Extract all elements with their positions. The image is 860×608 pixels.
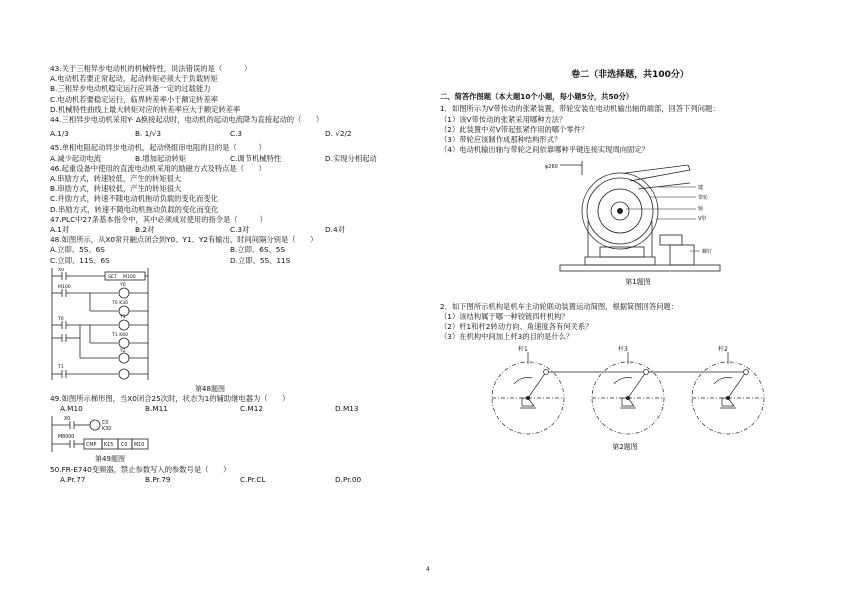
q49-label-m8000: M8000: [58, 435, 75, 441]
q44-options: [50, 129, 420, 139]
q46-option-d: D.串励方式，转速不随电动机拖动负载的变化而变化: [50, 204, 219, 214]
q49-option-c: C.M12: [240, 404, 263, 414]
q50-option-b: B.Pr.79: [145, 474, 171, 484]
q49-label-c0-operand: C0: [121, 443, 128, 449]
q44-option-b: B. 1/√3: [135, 129, 162, 139]
q2-item-2: （2）杆1和杆2转动方向、角速度各有何关系？: [440, 322, 593, 332]
q1-label-vbelt: V带: [698, 216, 707, 223]
q1-item-2: （2）此装置中对V带起张紧作用的哪个零件？: [440, 124, 589, 134]
q49-option-d: D.M13: [335, 404, 359, 414]
q48-ladder-diagram: [50, 266, 420, 384]
q50-options: [50, 475, 420, 485]
q48-option-b: B.立即、6S、5S: [230, 245, 286, 255]
q49-caption: 第49题图: [95, 455, 125, 464]
q48-stem: 48.如图所示，从X0常开触点闭合到Y0、Y1、Y2有输出，时间间隔分别是（ ）: [50, 235, 318, 245]
q45-stem: 45.单相电阻起动异步电动机，起动绕组串电阻的目的是（ ）: [50, 143, 266, 153]
q49-label-k15: K15: [104, 443, 114, 449]
paper-two-title: 卷二（非选择题，共100分）: [571, 70, 689, 80]
q49-label-x0: X0: [64, 417, 71, 423]
q1-item-3: （3）带轮应该制作成那种结构形式？: [440, 135, 562, 145]
q49-ladder-svg: [50, 416, 180, 456]
q1-stem: 1．如图所示为V带传动的张紧装置，带轮安装在电动机输出轴的端部，回答下列问题：: [440, 104, 720, 114]
q47-stem: 47.PLC中27条基本指令中，其中必须成对使用的指令是（ ）: [50, 214, 267, 224]
q47-option-b: B.2对: [135, 225, 155, 235]
q46-option-b: B.串励方式，转速较低，产生的转矩很大: [50, 184, 182, 194]
q43-option-a: A.电动机若要正常起动，起动转矩必须大于负载转矩: [50, 74, 218, 84]
q44-option-c: C.3: [230, 129, 243, 139]
q1-belt-svg: [540, 161, 740, 283]
q43-option-b: B.三相异步电动机稳定运行应具备一定的过载能力: [50, 84, 211, 94]
q2-label-link3: 杆3: [618, 346, 628, 354]
section-heading: 二、简答作图题（本大题10个小题，每小题5分，共50分）: [440, 92, 634, 102]
q45-option-c: C.调节机械特性: [230, 153, 282, 163]
q1-label-key: 键: [698, 185, 704, 192]
q1-label-pulley: 带轮: [698, 195, 709, 202]
q48-options-row1: [50, 245, 420, 255]
q48-option-a: A.立即、5S、6S: [50, 245, 105, 255]
page-number: 4: [426, 566, 430, 573]
q49-label-m10: M10: [134, 443, 145, 449]
q48-label-y0: Y0: [120, 282, 126, 288]
q48-option-c: C.立即、11S、6S: [50, 255, 110, 265]
q47-option-a: A.1对: [50, 225, 70, 235]
q2-item-1: （1）该结构属于哪一种铰链四杆机构？: [440, 311, 569, 321]
q46-option-a: A.串励方式，转速较低，产生的转矩很大: [50, 174, 182, 184]
q49-label-c0: C0: [102, 421, 109, 427]
q48-label-m100: M100: [58, 284, 71, 290]
q48-option-d: D.立即、5S、11S: [230, 255, 291, 265]
q2-label-link1: 杆1: [518, 346, 528, 354]
q48-ladder-svg: [50, 268, 200, 386]
q49-option-a: A.M10: [60, 404, 83, 414]
q45-option-d: D.实现分相起动: [325, 153, 377, 163]
q45-option-a: A.减少起动电流: [50, 153, 101, 163]
q48-label-y2: Y2: [120, 348, 126, 354]
q48-label-m100-coil: M100: [123, 274, 136, 280]
q2-linkage-svg: [488, 344, 768, 444]
q48-label-t0k30: T0 K30: [112, 300, 129, 306]
q46-stem: 46.起重设备中使用的直流电动机采用的励磁方式及特点是（ ）: [50, 163, 266, 173]
q45-options: [50, 154, 420, 164]
q49-ladder-diagram: [50, 414, 420, 454]
q43-stem: 43.关于三相异步电动机的机械特性，说法错误的是（ ）: [50, 64, 252, 73]
q2-item-3: （3）在机构中间加上杆3的目的是什么？: [440, 332, 574, 342]
q44-option-a: A.1/3: [50, 129, 69, 139]
q1-label-diameter: φ260: [545, 164, 558, 171]
q50-stem: 50.FR-E740变频器，禁止参数写入的参数号是（ ）: [50, 464, 231, 474]
q48-label-t1: T1: [58, 364, 64, 370]
q49-stem: 49.如图所示梯形图，当X0闭合25次时，状态为1的辅助继电器为（ ）: [50, 394, 290, 404]
q50-option-d: D.Pr.00: [335, 474, 362, 484]
q49-options: [50, 404, 420, 414]
q2-linkage-figure: [440, 342, 820, 442]
q2-label-link2: 杆2: [718, 346, 728, 354]
q49-label-k30: K30: [102, 427, 112, 433]
left-column: [50, 64, 420, 485]
q48-options-row2: [50, 256, 420, 266]
q48-label-t0: T0: [58, 316, 64, 322]
q47-options: [50, 225, 420, 235]
q44-stem: 44.三相异步电动机采用Y- Δ换接起动时，电动机的起动电流降为直接起动的（ ）: [50, 115, 324, 125]
q1-label-screw: 螺钉: [702, 249, 713, 256]
q48-caption: 第48题图: [195, 384, 225, 393]
q47-option-d: D.4对: [325, 225, 345, 235]
q46-option-c: C.并励方式，转速不随电动机拖动负载的变化而变化: [50, 194, 218, 204]
right-column: [440, 64, 820, 453]
q44-option-d: D. √2/2: [325, 129, 352, 139]
q50-option-c: C.Pr.CL: [240, 474, 266, 484]
q1-item-4: （4）电动机输出轴与带轮之间依靠哪种平键连接实现周向固定？: [440, 145, 649, 155]
q1-belt-figure: [440, 155, 820, 277]
q48-label-x0: X0: [58, 267, 65, 273]
q2-stem: 2．如下图所示机构是机车主动轮联动装置运动简图，根据简图回答问题：: [440, 301, 679, 311]
q45-option-b: B.增加起动转矩: [135, 153, 187, 163]
q1-caption: 第1题图: [625, 278, 651, 287]
q43-option-d: D.机械特性曲线上最大转矩对应的转差率应大于额定转差率: [50, 104, 241, 114]
q43-option-c: C.电动机若要稳定运行，临界转差率小于额定转差率: [50, 94, 218, 104]
q49-option-b: B.M11: [145, 404, 168, 414]
q48-label-y1: Y1: [120, 314, 126, 320]
q2-caption: 第2题图: [612, 443, 638, 452]
q48-label-t1k60: T1 K60: [112, 332, 129, 338]
q47-option-c: C.3对: [230, 225, 250, 235]
q1-label-shaft: 轴: [698, 206, 704, 213]
q49-label-cmp: CMP: [86, 443, 97, 449]
q50-option-a: A.Pr.77: [60, 474, 86, 484]
q48-label-set: SET: [108, 274, 117, 280]
q1-item-1: （1）该V带传动的张紧采用哪种方法？: [440, 114, 567, 124]
